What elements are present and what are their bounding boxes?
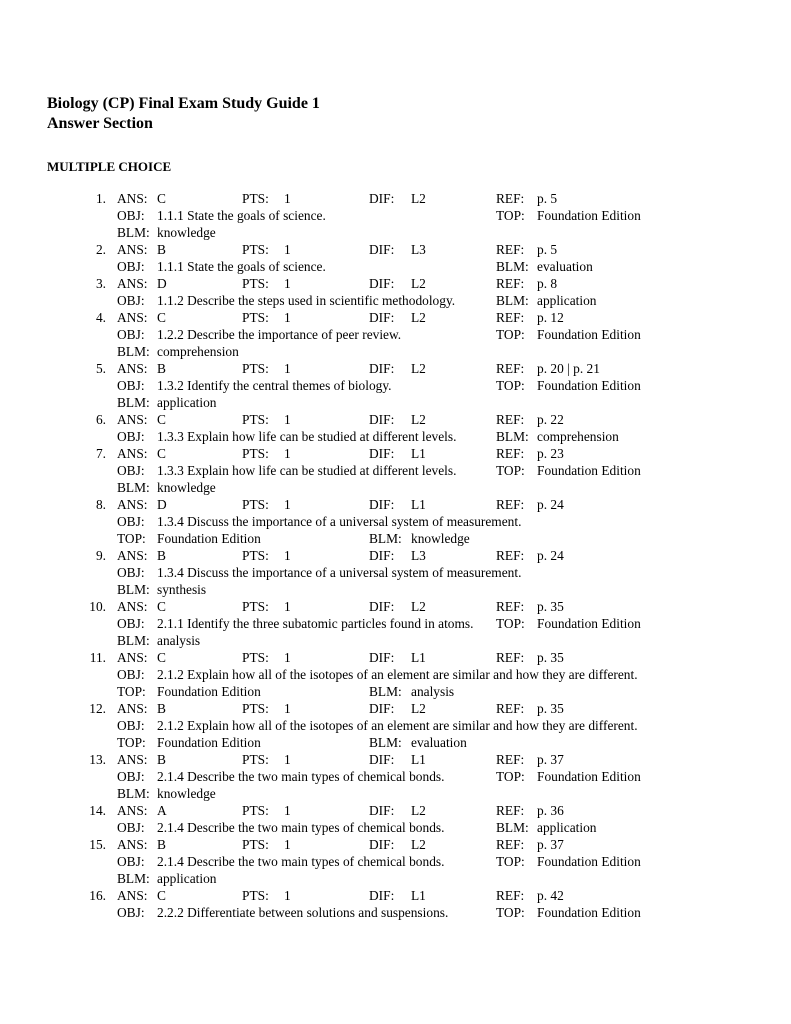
ref-value: p. 42 <box>537 888 564 903</box>
ref-label: REF: <box>496 276 525 291</box>
obj-label: OBJ: <box>117 327 145 342</box>
pts-label: PTS: <box>242 599 269 614</box>
answer-line <box>0 751 791 768</box>
objective-line <box>0 292 791 309</box>
ref-value: p. 35 <box>537 599 564 614</box>
dif-value: L2 <box>411 361 426 376</box>
pts-label: PTS: <box>242 446 269 461</box>
pts-value: 1 <box>284 752 291 767</box>
ref-label: REF: <box>496 803 525 818</box>
dif-value: L1 <box>411 888 426 903</box>
pts-label: PTS: <box>242 412 269 427</box>
dif-label: DIF: <box>369 803 395 818</box>
answer-line <box>0 360 791 377</box>
blm-label: BLM: <box>369 735 402 750</box>
ans-label: ANS: <box>117 803 148 818</box>
dif-label: DIF: <box>369 599 395 614</box>
answer-line <box>0 887 791 904</box>
ans-value: B <box>157 361 166 376</box>
ans-label: ANS: <box>117 412 148 427</box>
pts-value: 1 <box>284 191 291 206</box>
list-item <box>0 887 791 921</box>
blm-value: evaluation <box>411 735 467 750</box>
blm-label: BLM: <box>117 395 150 410</box>
ans-value: B <box>157 548 166 563</box>
list-item <box>0 649 791 700</box>
ref-value: p. 37 <box>537 752 564 767</box>
ans-value: C <box>157 888 166 903</box>
pts-value: 1 <box>284 650 291 665</box>
dif-value: L2 <box>411 310 426 325</box>
ref-label: REF: <box>496 361 525 376</box>
top-label: TOP: <box>496 327 525 342</box>
obj-label: OBJ: <box>117 616 145 631</box>
dif-label: DIF: <box>369 191 395 206</box>
question-number: 5. <box>95 361 106 376</box>
dif-value: L1 <box>411 650 426 665</box>
dif-label: DIF: <box>369 837 395 852</box>
question-number: 16. <box>89 888 106 903</box>
ans-value: C <box>157 650 166 665</box>
ans-value: A <box>157 803 167 818</box>
question-number: 9. <box>95 548 106 563</box>
dif-label: DIF: <box>369 242 395 257</box>
obj-label: OBJ: <box>117 820 145 835</box>
category-line <box>0 394 791 411</box>
dif-value: L3 <box>411 242 426 257</box>
blm-label: BLM: <box>117 582 150 597</box>
objective-line <box>0 258 791 275</box>
dif-label: DIF: <box>369 888 395 903</box>
question-number: 15. <box>89 837 106 852</box>
objective-line <box>0 853 791 870</box>
top-value: Foundation Edition <box>157 684 261 699</box>
dif-value: L2 <box>411 412 426 427</box>
ref-label: REF: <box>496 446 525 461</box>
ans-value: C <box>157 191 166 206</box>
ans-value: C <box>157 599 166 614</box>
category-line <box>0 785 791 802</box>
blm-label: BLM: <box>117 480 150 495</box>
answer-line <box>0 802 791 819</box>
blm-value: comprehension <box>157 344 239 359</box>
objective-line <box>0 513 791 530</box>
blm-value: application <box>537 820 597 835</box>
top-value: Foundation Edition <box>157 531 261 546</box>
list-item <box>0 836 791 887</box>
blm-value: knowledge <box>157 786 216 801</box>
list-item <box>0 241 791 275</box>
pts-label: PTS: <box>242 276 269 291</box>
dif-value: L2 <box>411 701 426 716</box>
pts-value: 1 <box>284 242 291 257</box>
ref-value: p. 24 <box>537 497 564 512</box>
blm-label: BLM: <box>496 293 529 308</box>
blm-label: BLM: <box>369 684 402 699</box>
blm-value: knowledge <box>411 531 470 546</box>
top-label: TOP: <box>496 378 525 393</box>
dif-value: L1 <box>411 446 426 461</box>
blm-value: analysis <box>157 633 201 648</box>
dif-value: L2 <box>411 599 426 614</box>
ref-label: REF: <box>496 752 525 767</box>
list-item <box>0 598 791 649</box>
obj-value: 1.1.2 Describe the steps used in scientific methodology. <box>157 293 456 308</box>
blm-label: BLM: <box>117 225 150 240</box>
ans-value: B <box>157 242 166 257</box>
objective-line <box>0 207 791 224</box>
obj-value: 1.3.4 Discuss the importance of a universal system of measurement. <box>157 514 522 529</box>
blm-label: BLM: <box>369 531 402 546</box>
ans-label: ANS: <box>117 701 148 716</box>
pts-label: PTS: <box>242 361 269 376</box>
ans-value: B <box>157 837 166 852</box>
top-label: TOP: <box>117 684 146 699</box>
category-line <box>0 530 791 547</box>
top-label: TOP: <box>496 463 525 478</box>
pts-label: PTS: <box>242 650 269 665</box>
obj-value: 2.1.4 Describe the two main types of chemical bonds. <box>157 854 445 869</box>
question-number: 3. <box>95 276 106 291</box>
pts-label: PTS: <box>242 837 269 852</box>
objective-line <box>0 666 791 683</box>
obj-value: 2.1.4 Describe the two main types of chemical bonds. <box>157 769 445 784</box>
dif-value: L1 <box>411 497 426 512</box>
top-label: TOP: <box>496 854 525 869</box>
blm-label: BLM: <box>496 820 529 835</box>
ans-label: ANS: <box>117 752 148 767</box>
answer-line <box>0 547 791 564</box>
obj-value: 1.2.2 Describe the importance of peer review. <box>157 327 402 342</box>
ref-value: p. 24 <box>537 548 564 563</box>
obj-label: OBJ: <box>117 208 145 223</box>
objective-line <box>0 615 791 632</box>
objective-line <box>0 768 791 785</box>
pts-label: PTS: <box>242 310 269 325</box>
list-item <box>0 190 791 241</box>
answer-line <box>0 309 791 326</box>
top-label: TOP: <box>496 616 525 631</box>
objective-line <box>0 428 791 445</box>
blm-value: analysis <box>411 684 455 699</box>
ref-label: REF: <box>496 310 525 325</box>
top-value: Foundation Edition <box>537 905 641 920</box>
pts-value: 1 <box>284 548 291 563</box>
pts-value: 1 <box>284 412 291 427</box>
dif-label: DIF: <box>369 650 395 665</box>
pts-value: 1 <box>284 310 291 325</box>
ans-label: ANS: <box>117 599 148 614</box>
top-label: TOP: <box>117 735 146 750</box>
pts-value: 1 <box>284 497 291 512</box>
pts-value: 1 <box>284 276 291 291</box>
ref-label: REF: <box>496 650 525 665</box>
top-value: Foundation Edition <box>537 327 641 342</box>
ans-label: ANS: <box>117 446 148 461</box>
answer-line <box>0 241 791 258</box>
blm-label: BLM: <box>117 786 150 801</box>
blm-label: BLM: <box>117 871 150 886</box>
blm-value: synthesis <box>157 582 207 597</box>
title-line-1: Biology (CP) Final Exam Study Guide 1 <box>47 95 320 112</box>
category-line <box>0 734 791 751</box>
pts-value: 1 <box>284 361 291 376</box>
page-title <box>47 94 320 134</box>
ref-label: REF: <box>496 701 525 716</box>
ref-label: REF: <box>496 599 525 614</box>
blm-label: BLM: <box>496 259 529 274</box>
ans-label: ANS: <box>117 548 148 563</box>
ref-label: REF: <box>496 837 525 852</box>
question-number: 4. <box>95 310 106 325</box>
list-item <box>0 496 791 547</box>
question-number: 13. <box>89 752 106 767</box>
ans-value: D <box>157 276 167 291</box>
obj-label: OBJ: <box>117 463 145 478</box>
ref-label: REF: <box>496 242 525 257</box>
category-line <box>0 479 791 496</box>
blm-label: BLM: <box>496 429 529 444</box>
ans-value: C <box>157 412 166 427</box>
ans-label: ANS: <box>117 310 148 325</box>
section-heading: MULTIPLE CHOICE <box>47 159 172 174</box>
ans-label: ANS: <box>117 837 148 852</box>
list-item <box>0 411 791 445</box>
obj-label: OBJ: <box>117 378 145 393</box>
objective-line <box>0 717 791 734</box>
ans-label: ANS: <box>117 888 148 903</box>
top-value: Foundation Edition <box>157 735 261 750</box>
answer-line <box>0 496 791 513</box>
category-line <box>0 632 791 649</box>
answer-list <box>0 190 791 921</box>
list-item <box>0 445 791 496</box>
obj-label: OBJ: <box>117 667 145 682</box>
ref-value: p. 36 <box>537 803 564 818</box>
answer-line <box>0 190 791 207</box>
obj-value: 2.1.2 Explain how all of the isotopes of an element are similar and how they are different. <box>157 667 638 682</box>
obj-value: 1.1.1 State the goals of science. <box>157 259 326 274</box>
blm-value: comprehension <box>537 429 619 444</box>
pts-value: 1 <box>284 837 291 852</box>
ans-label: ANS: <box>117 276 148 291</box>
obj-label: OBJ: <box>117 293 145 308</box>
ref-value: p. 5 <box>537 191 558 206</box>
ans-label: ANS: <box>117 191 148 206</box>
dif-value: L2 <box>411 191 426 206</box>
obj-value: 1.3.3 Explain how life can be studied at different levels. <box>157 429 457 444</box>
top-label: TOP: <box>496 905 525 920</box>
list-item <box>0 360 791 411</box>
pts-label: PTS: <box>242 701 269 716</box>
ref-value: p. 12 <box>537 310 564 325</box>
objective-line <box>0 564 791 581</box>
obj-label: OBJ: <box>117 905 145 920</box>
dif-value: L3 <box>411 548 426 563</box>
top-value: Foundation Edition <box>537 463 641 478</box>
top-value: Foundation Edition <box>537 378 641 393</box>
dif-value: L2 <box>411 276 426 291</box>
objective-line <box>0 819 791 836</box>
blm-label: BLM: <box>117 344 150 359</box>
ref-label: REF: <box>496 412 525 427</box>
obj-label: OBJ: <box>117 565 145 580</box>
ref-value: p. 35 <box>537 650 564 665</box>
objective-line <box>0 462 791 479</box>
top-label: TOP: <box>496 208 525 223</box>
top-value: Foundation Edition <box>537 616 641 631</box>
question-number: 2. <box>95 242 106 257</box>
pts-value: 1 <box>284 599 291 614</box>
answer-line <box>0 836 791 853</box>
obj-value: 1.3.4 Discuss the importance of a universal system of measurement. <box>157 565 522 580</box>
obj-label: OBJ: <box>117 718 145 733</box>
list-item <box>0 547 791 598</box>
ans-label: ANS: <box>117 361 148 376</box>
objective-line <box>0 326 791 343</box>
dif-label: DIF: <box>369 446 395 461</box>
obj-label: OBJ: <box>117 769 145 784</box>
list-item <box>0 802 791 836</box>
pts-label: PTS: <box>242 497 269 512</box>
dif-label: DIF: <box>369 412 395 427</box>
pts-value: 1 <box>284 888 291 903</box>
pts-label: PTS: <box>242 888 269 903</box>
top-value: Foundation Edition <box>537 208 641 223</box>
ans-value: C <box>157 446 166 461</box>
obj-value: 2.1.1 Identify the three subatomic particles found in atoms. <box>157 616 474 631</box>
pts-value: 1 <box>284 701 291 716</box>
ref-label: REF: <box>496 548 525 563</box>
ans-value: B <box>157 701 166 716</box>
ref-label: REF: <box>496 191 525 206</box>
ref-value: p. 23 <box>537 446 564 461</box>
title-line-2: Answer Section <box>47 115 153 132</box>
answer-line <box>0 598 791 615</box>
question-number: 8. <box>95 497 106 512</box>
dif-value: L2 <box>411 837 426 852</box>
blm-value: application <box>157 871 217 886</box>
blm-value: application <box>537 293 597 308</box>
obj-label: OBJ: <box>117 854 145 869</box>
ans-value: C <box>157 310 166 325</box>
obj-value: 1.1.1 State the goals of science. <box>157 208 326 223</box>
objective-line <box>0 904 791 921</box>
category-line <box>0 581 791 598</box>
objective-line <box>0 377 791 394</box>
pts-label: PTS: <box>242 242 269 257</box>
obj-value: 2.1.4 Describe the two main types of chemical bonds. <box>157 820 445 835</box>
dif-value: L2 <box>411 803 426 818</box>
category-line <box>0 343 791 360</box>
question-number: 6. <box>95 412 106 427</box>
pts-value: 1 <box>284 446 291 461</box>
question-number: 1. <box>95 191 106 206</box>
pts-label: PTS: <box>242 548 269 563</box>
obj-value: 2.2.2 Differentiate between solutions and suspensions. <box>157 905 449 920</box>
pts-label: PTS: <box>242 191 269 206</box>
dif-label: DIF: <box>369 276 395 291</box>
category-line <box>0 683 791 700</box>
dif-label: DIF: <box>369 752 395 767</box>
dif-label: DIF: <box>369 548 395 563</box>
pts-value: 1 <box>284 803 291 818</box>
ref-label: REF: <box>496 497 525 512</box>
ref-value: p. 22 <box>537 412 564 427</box>
blm-label: BLM: <box>117 633 150 648</box>
blm-value: evaluation <box>537 259 593 274</box>
dif-value: L1 <box>411 752 426 767</box>
question-number: 14. <box>89 803 106 818</box>
ref-value: p. 8 <box>537 276 558 291</box>
top-label: TOP: <box>496 769 525 784</box>
obj-label: OBJ: <box>117 429 145 444</box>
obj-label: OBJ: <box>117 259 145 274</box>
answer-line <box>0 649 791 666</box>
blm-value: knowledge <box>157 225 216 240</box>
list-item <box>0 275 791 309</box>
dif-label: DIF: <box>369 701 395 716</box>
dif-label: DIF: <box>369 361 395 376</box>
ans-value: D <box>157 497 167 512</box>
ref-label: REF: <box>496 888 525 903</box>
answer-line <box>0 411 791 428</box>
ref-value: p. 35 <box>537 701 564 716</box>
category-line <box>0 224 791 241</box>
category-line <box>0 870 791 887</box>
ans-value: B <box>157 752 166 767</box>
list-item <box>0 309 791 360</box>
answer-line <box>0 445 791 462</box>
ans-label: ANS: <box>117 650 148 665</box>
answer-line <box>0 275 791 292</box>
top-value: Foundation Edition <box>537 854 641 869</box>
dif-label: DIF: <box>369 497 395 512</box>
answer-line <box>0 700 791 717</box>
blm-value: application <box>157 395 217 410</box>
list-item <box>0 751 791 802</box>
obj-value: 2.1.2 Explain how all of the isotopes of an element are similar and how they are different. <box>157 718 638 733</box>
ans-label: ANS: <box>117 497 148 512</box>
obj-value: 1.3.2 Identify the central themes of biology. <box>157 378 392 393</box>
question-number: 12. <box>89 701 106 716</box>
pts-label: PTS: <box>242 752 269 767</box>
top-label: TOP: <box>117 531 146 546</box>
question-number: 7. <box>95 446 106 461</box>
question-number: 10. <box>89 599 106 614</box>
dif-label: DIF: <box>369 310 395 325</box>
ref-value: p. 37 <box>537 837 564 852</box>
pts-label: PTS: <box>242 803 269 818</box>
blm-value: knowledge <box>157 480 216 495</box>
obj-value: 1.3.3 Explain how life can be studied at different levels. <box>157 463 457 478</box>
obj-label: OBJ: <box>117 514 145 529</box>
top-value: Foundation Edition <box>537 769 641 784</box>
ref-value: p. 5 <box>537 242 558 257</box>
question-number: 11. <box>89 650 106 665</box>
ref-value: p. 20 | p. 21 <box>537 361 600 376</box>
ans-label: ANS: <box>117 242 148 257</box>
list-item <box>0 700 791 751</box>
